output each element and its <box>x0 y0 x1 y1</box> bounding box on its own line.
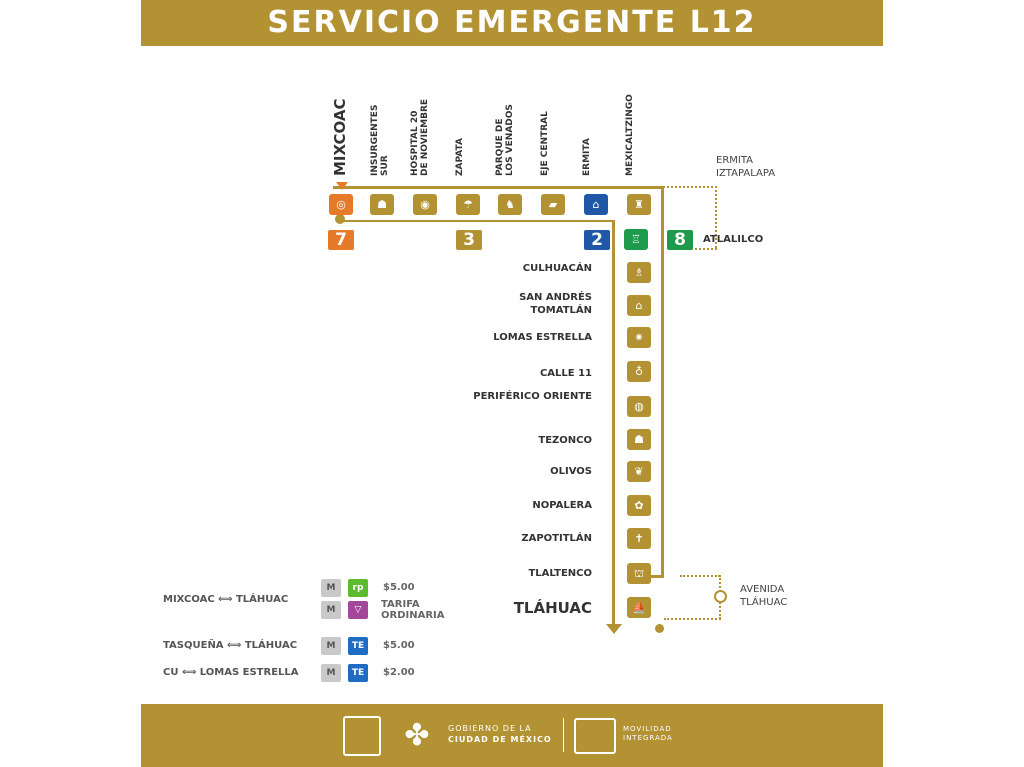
footer-banner <box>141 704 883 767</box>
ermita-icon: ⌂ <box>584 194 608 215</box>
metro-icon: M <box>321 601 341 619</box>
avenida-tlahuac-label: AVENIDA TLÁHUAC <box>740 584 788 608</box>
fare-price-mixcoac: $5.00 <box>383 582 415 593</box>
station-tlaltenco: TLALTENCO <box>528 568 592 579</box>
cdmx-logo-icon: ✤ <box>404 718 430 753</box>
mixcoac-icon: ◎ <box>329 194 353 215</box>
route-arrow-down-icon <box>606 624 622 634</box>
culhuacan-icon: ♗ <box>627 262 651 283</box>
station-nopalera: NOPALERA <box>532 500 592 511</box>
mixcoac-marker-icon <box>336 182 348 190</box>
station-periferico-oriente: PERIFÉRICO ORIENTE <box>473 391 592 402</box>
station-san-andres-tomatlan: SAN ANDRÉS TOMATLÁN <box>519 292 592 316</box>
line-2-badge: 2 <box>584 230 610 250</box>
station-label-mexicaltzingo: MEXICALTZINGO <box>625 94 635 176</box>
olivos-icon: ❦ <box>627 461 651 482</box>
tlaltenco-icon: ⛫ <box>627 563 651 584</box>
station-calle-11: CALLE 11 <box>539 368 592 379</box>
fare-route-cu-lomas-estrella: CU ⟺ LOMAS ESTRELLA <box>163 667 299 678</box>
dotted-link-bottom <box>690 248 717 250</box>
footer-movilidad: MOVILIDAD <box>623 725 672 733</box>
footer-gobierno: GOBIERNO DE LA <box>448 724 532 733</box>
avenida-tlahuac-stop-icon <box>714 590 727 603</box>
eje-central-icon: ▰ <box>541 194 565 215</box>
calle-11-icon: ♁ <box>627 361 651 382</box>
metro-icon: M <box>321 637 341 655</box>
mexicaltzingo-icon: ♜ <box>627 194 651 215</box>
hospital-icon: ◉ <box>413 194 437 215</box>
line-8-badge: 8 <box>667 230 693 250</box>
station-tezonco: TEZONCO <box>538 435 592 446</box>
dotted-avenida-bottom <box>664 618 721 620</box>
footer-integrada: INTEGRADA <box>623 734 673 742</box>
station-lomas-estrella: LOMAS ESTRELLA <box>493 332 592 343</box>
zapata-icon: ☂ <box>456 194 480 215</box>
station-label-zapata: ZAPATA <box>455 138 465 176</box>
fare-price-cu: $2.00 <box>383 667 415 678</box>
atlalilco-label: ATLALILCO <box>703 234 764 245</box>
fare-ordinary: TARIFA ORDINARIA <box>381 599 445 621</box>
route-line-vertical <box>612 220 615 625</box>
footer-divider <box>563 718 564 752</box>
station-label-hospital-20: HOSPITAL 20 DE NOVIEMBRE <box>410 98 430 176</box>
cdmx-shield-icon <box>343 716 381 756</box>
tren-ligero-icon: TE <box>348 637 368 655</box>
ermita-iztapalapa-label: ERMITA IZTAPALAPA <box>716 155 776 179</box>
periferico-oriente-icon: ◍ <box>627 396 651 417</box>
metro-icon: M <box>321 579 341 597</box>
footer-ciudad: CIUDAD DE MÉXICO <box>448 735 552 744</box>
station-tlahuac: TLÁHUAC <box>513 599 592 617</box>
nopalera-icon: ✿ <box>627 495 651 516</box>
route-line-lower <box>340 220 615 222</box>
tren-ligero-icon: TE <box>348 664 368 682</box>
line-3-badge: 3 <box>456 230 482 250</box>
mixcoac-junction-dot <box>335 214 345 224</box>
fare-route-tasquena-tlahuac: TASQUEÑA ⟺ TLÁHUAC <box>163 640 298 651</box>
dotted-avenida-top <box>680 575 720 577</box>
tlahuac-return-dot <box>655 624 664 633</box>
station-label-insurgentes-sur: INSURGENTES SUR <box>370 104 390 176</box>
station-zapotitlan: ZAPOTITLÁN <box>521 533 592 544</box>
tlahuac-icon: ⛵ <box>627 597 651 618</box>
fare-price-tasquena: $5.00 <box>383 640 415 651</box>
station-label-parque-venados: PARQUE DE LOS VENADOS <box>495 104 515 176</box>
lomas-estrella-icon: ✷ <box>627 327 651 348</box>
san-andres-icon: ⌂ <box>627 295 651 316</box>
metro-icon: M <box>321 664 341 682</box>
route-line-vertical-return <box>661 186 664 576</box>
dotted-link-top <box>663 186 717 188</box>
rtp-icon: rp <box>348 579 368 597</box>
line-7-badge: 7 <box>328 230 354 250</box>
route-line-top <box>333 186 663 189</box>
atlalilco-icon: ♖ <box>624 229 648 250</box>
tezonco-icon: ☗ <box>627 429 651 450</box>
title-banner <box>141 0 883 46</box>
station-label-eje-central: EJE CENTRAL <box>540 111 550 176</box>
insurgentes-icon: ☗ <box>370 194 394 215</box>
trolebus-icon: ▽ <box>348 601 368 619</box>
station-olivos: OLIVOS <box>550 466 592 477</box>
movilidad-logo-icon <box>574 718 616 754</box>
fare-route-mixcoac-tlahuac: MIXCOAC ⟺ TLÁHUAC <box>163 594 289 605</box>
page-title: SERVICIO EMERGENTE L12 <box>267 5 757 40</box>
venados-icon: ♞ <box>498 194 522 215</box>
station-label-mixcoac: MIXCOAC <box>331 98 349 176</box>
zapotitlan-icon: ✝ <box>627 528 651 549</box>
station-label-ermita: ERMITA <box>582 138 592 176</box>
station-culhuacan: CULHUACÁN <box>522 263 592 274</box>
